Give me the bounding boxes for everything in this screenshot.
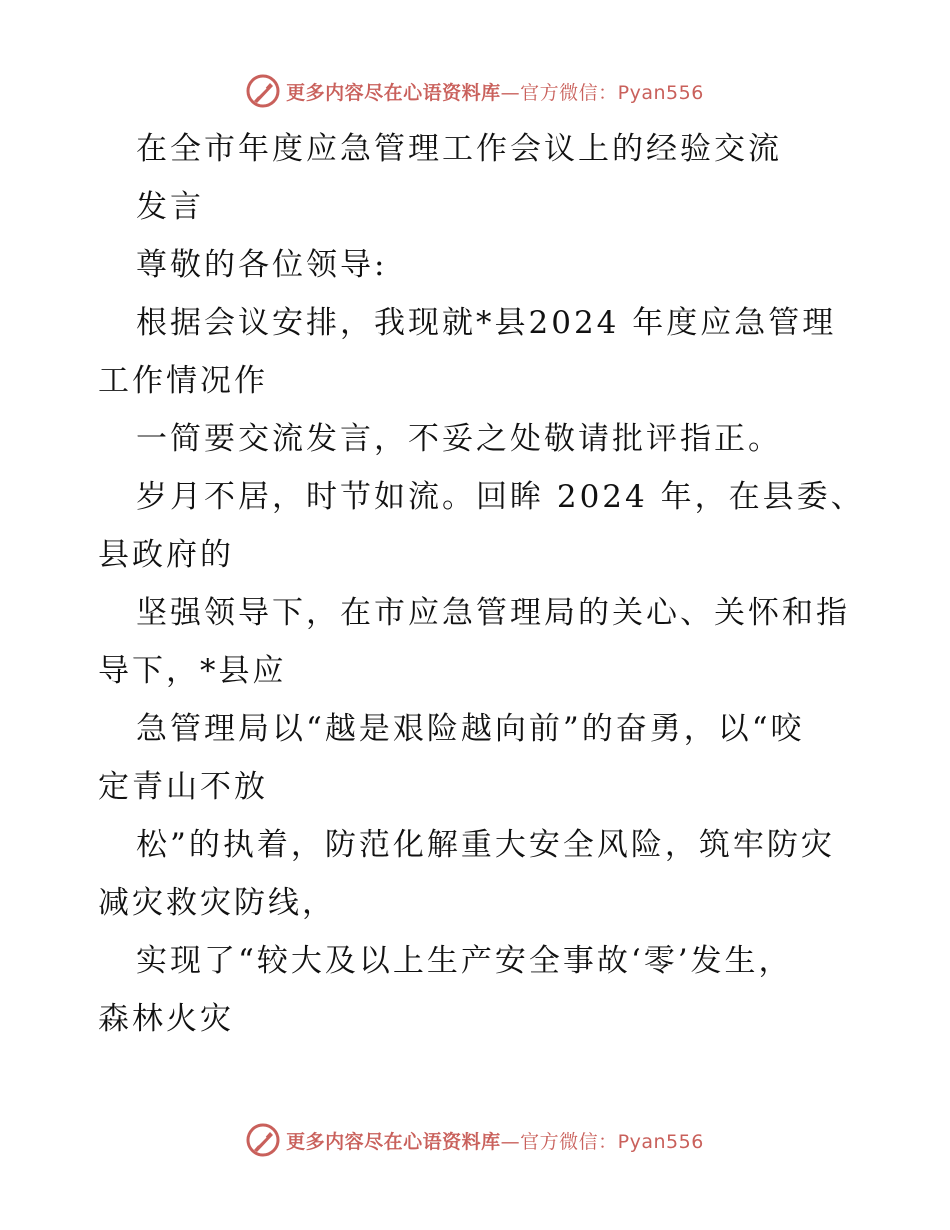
banner-text: 更多内容尽在心语资料库—官方微信：Pyan556 — [286, 1130, 704, 1153]
paragraph-line: 根据会议安排，我现就*县2024 年度应急管理 — [136, 305, 837, 341]
paragraph-line: 急管理局以“越是艰险越向前”的奋勇，以“咬 — [136, 711, 805, 747]
paragraph-line: 导下，*县应 — [98, 653, 287, 689]
paragraph-line: 一简要交流发言，不妥之处敬请批评指正。 — [136, 421, 782, 457]
footer-watermark-banner — [0, 1120, 950, 1160]
doc-title-line-2: 发言 — [136, 189, 204, 225]
header-watermark-banner — [0, 71, 950, 111]
paragraph-line: 工作情况作 — [98, 363, 268, 399]
feather-pen-logo-icon — [246, 1123, 280, 1157]
paragraph-line: 松”的执着，防范化解重大安全风险，筑牢防灾 — [136, 827, 835, 863]
paragraph-line: 减灾救灾防线， — [98, 885, 336, 921]
paragraph-line: 岁月不居，时节如流。回眸 2024 年，在县委、 — [136, 479, 865, 515]
paragraph-line: 实现了“较大及以上生产安全事故‘零’发生， — [136, 943, 793, 979]
paragraph-line: 森林火灾 — [98, 1001, 234, 1037]
doc-title-line-1: 在全市年度应急管理工作会议上的经验交流 — [136, 131, 782, 167]
banner-text: 更多内容尽在心语资料库—官方微信：Pyan556 — [286, 81, 704, 104]
document-body — [98, 120, 868, 1048]
salutation: 尊敬的各位领导: — [136, 247, 388, 283]
paragraph-line: 坚强领导下，在市应急管理局的关心、关怀和指 — [136, 595, 850, 631]
paragraph-line: 县政府的 — [98, 537, 234, 573]
feather-pen-logo-icon — [246, 74, 280, 108]
paragraph-line: 定青山不放 — [98, 769, 268, 805]
